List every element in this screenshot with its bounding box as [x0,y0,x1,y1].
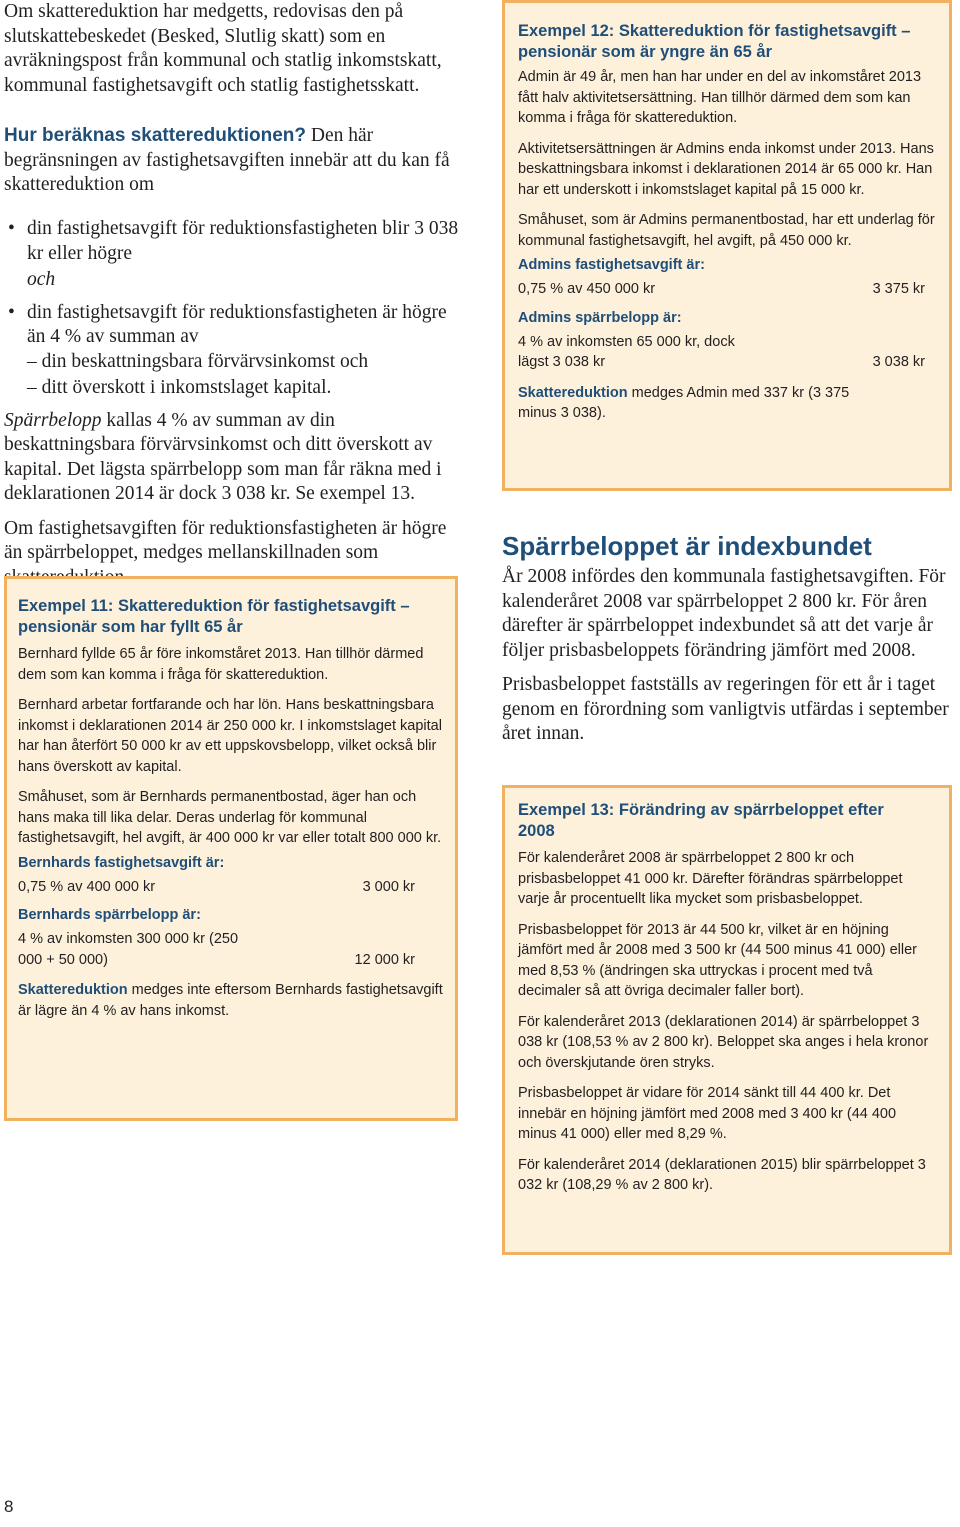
example-11-result [18,980,443,1021]
sub-list-item: – ditt överskott i inkomstslaget kapital. [27,377,332,398]
example-12-fee-row [518,279,925,300]
example-12-title: Exempel 12: Skattereduktion för fastighetsavgift – pensionär som är yngre än 65 år [518,22,911,61]
example-13-paragraph: För kalenderåret 2008 är spärrbeloppet 2 800 kr och prisbasbeloppet 41 000 kr. Därefter förändras spärrbeloppet varje år procentuellt lika mycket som prisbasbeloppet. [518,850,903,907]
bullet-icon: • [8,301,15,323]
example-12-fee-heading: Admins fastighetsavgift är: [518,257,705,273]
condition-list [4,217,460,401]
example-11-paragraph: Bernhard arbetar fortfarande och har lön. Hans beskattningsbara inkomst i deklarationen 2014 är 250 000 kr. I inkomstslaget kapital har han återfört 50 000 kr av ett uppskovsbelopp, vilket också blir hans överskott av kapital. [18,697,442,775]
list-item-text: din fastighetsavgift för reduktionsfastigheten blir 3 038 kr eller högre [27,218,459,264]
body-paragraph-1: Den här begränsningen av fastighetsavgiften innebär att du kan få skattereduktion om [4,125,450,195]
calc-value: 12 000 kr [354,951,415,968]
calc-label: 0,75 % av 450 000 kr [518,281,656,297]
page-number: 8 [4,1497,14,1516]
example-13-title: Exempel 13: Förändring av spärrbeloppet efter 2008 [518,801,884,840]
list-item-och [4,268,460,293]
list-item [4,217,460,266]
calc-value: 3 038 kr [872,354,925,370]
example-12-paragraph: Småhuset, som är Admins permanentbostad, har ett underlag för kommunal fastighetsavgift, hel avgift, på 450 000 kr. [518,212,935,249]
example-11-paragraph: Bernhard fyllde 65 år före inkomståret 2013. Han tillhör därmed dem som kan komma i fråga för skattereduktion. [18,646,424,683]
right-paragraph: År 2008 infördes den kommunala fastighetsavgiften. För kalenderåret 2008 var spärrbeloppet 2 800 kr. För åren därefter är spärrbeloppet indexbundet så att det varje år följer prisbasbeloppets förändring jämfört med 2008. [502,566,946,661]
example-12-box [502,0,952,491]
left-column [4,0,460,600]
example-11-limit-row [18,929,415,970]
och-text: och [27,269,56,290]
example-12-limit-heading: Admins spärrbelopp är: [518,309,682,326]
example-13-paragraph: Prisbasbeloppet är vidare för 2014 sänkt till 44 400 kr. Det innebär en höjning jämfört med 2008 med 3 400 kr (44 400 minus 41 000) eller med 8,29 %. [518,1085,897,1142]
example-13-paragraph: För kalenderåret 2013 (deklarationen 2014) är spärrbeloppet 3 038 kr (108,53 % av 2 800 kr). Beloppet ska anges i hela kronor och överskjutande ören stryks. [518,1013,929,1071]
sub-list-item: – din beskattningsbara förvärvsinkomst och [27,350,369,372]
right-paragraph: Prisbasbeloppet fastställs av regeringen för ett år i taget genom en förordning som vanligtvis utfärdas i september året innan. [502,674,949,744]
section-heading-text: Hur beräknas skattereduktionen? [4,125,306,146]
sparrbelopp-term: Spärrbelopp [4,409,102,431]
example-13-paragraph: Prisbasbeloppet för 2013 är 44 500 kr, vilket är en höjning jämfört med år 2008 med 3 500 kr (44 500 minus 41 000) eller med 8,53 % (ändringen ska uttryckas i procent med två decimaler så att övriga decimaler faller bort). [518,921,917,999]
example-11-fee-row [18,877,415,898]
right-column-text [502,531,952,757]
example-12-limit-row [518,332,925,373]
sub-list [27,350,460,401]
example-11-fee-heading: Bernhards fastighetsavgift är: [18,854,225,871]
result-term: Skattereduktion [18,982,128,998]
bullet-icon: • [8,218,15,239]
example-12-paragraph: Aktivitetsersättningen är Admins enda inkomst under 2013. Hans beskattningsbara inkomst i deklarationen 2014 är 65 000 kr. Han har ett underskott i inkomstslaget kapital på 15 000 kr. [518,140,934,198]
indexbundet-heading: Spärrbeloppet är indexbundet [502,531,872,561]
example-11-paragraph: Småhuset, som är Bernhards permanentbostad, äger han och hans maka till lika delar. Deras underlag för kommunal fastighetsavgift, hel avgift, är 400 000 kr var eller totalt 800 000 kr. [18,789,442,846]
example-12-result [518,383,878,424]
example-11-box [4,576,458,1121]
example-11-title: Exempel 11: Skattereduktion för fastighetsavgift – pensionär som har fyllt 65 år [18,597,410,636]
calc-label: 0,75 % av 400 000 kr [18,878,156,895]
calc-value: 3 375 kr [872,281,925,297]
list-item [4,301,460,401]
list-item-text: din fastighetsavgift för reduktionsfastigheten är högre än 4 % av summan av [27,301,447,347]
calc-value: 3 000 kr [362,878,415,895]
example-11-limit-heading: Bernhards spärrbelopp är: [18,907,201,923]
sparrbelopp-text: kallas 4 % av summan av din beskattningsbara förvärvsinkomst och ditt överskott av kapital. Det lägsta spärrbelopp som man får räkna med i deklarationen 2014 är dock 3 038 kr. Se exempel 13. [4,409,442,504]
result-text: medges Admin med 337 kr (3 375 minus 3 038). [518,384,850,421]
body-paragraph-3: Om fastighetsavgiften för reduktionsfastigheten är högre än spärrbeloppet, medges mellanskillnaden som [4,517,447,563]
example-13-paragraph: För kalenderåret 2014 (deklarationen 2015) blir spärrbeloppet 3 032 kr (108,29 % av 2 800 kr). [518,1156,926,1193]
intro-paragraph: Om skattereduktion har medgetts, redovisas den på slutskattebeskedet (Besked, Slutlig skatt) som en avräkningspost från kommunal och statlig inkomstskatt, kommunal fastighetsavgift och statlig fastighetsskatt. [4,1,442,96]
calc-label: 4 % av inkomsten 65 000 kr, dock lägst 3 038 kr [518,333,735,370]
example-13-box [502,785,952,1255]
example-12-paragraph: Admin är 49 år, men han har under en del av inkomståret 2013 fått halv aktivitetsersättning. Han tillhör därmed dem som kan komma i fråga för skattereduktion. [518,69,922,126]
result-text: medges inte eftersom Bernhards fastighetsavgift är lägre än 4 % av hans inkomst. [18,982,443,1019]
sparrbelopp-paragraph [4,409,460,507]
result-term: Skattereduktion [518,384,628,401]
calc-label: 4 % av inkomsten 300 000 kr (250 000 + 50 000) [18,931,239,968]
